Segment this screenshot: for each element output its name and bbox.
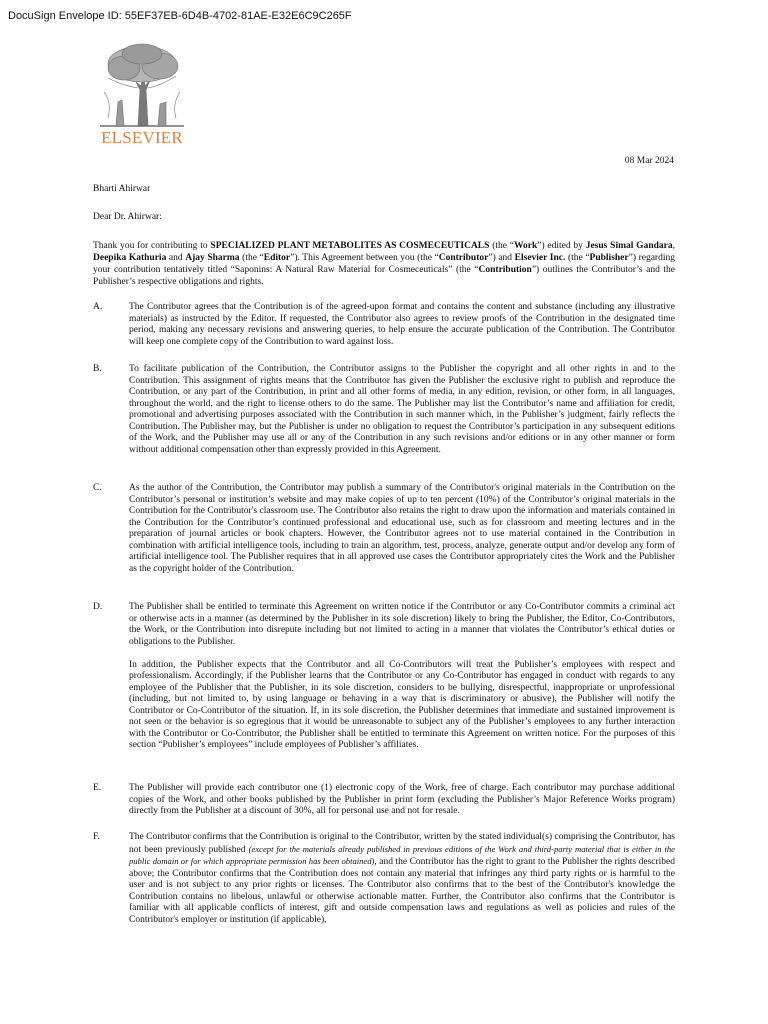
clause-text: To facilitate publication of the Contribution, the Contributor assigns to the Publisher the copyright and all other rights in and to the Contribution. This assignment of rights means that the Contributor has given the Publisher the exclusive right to publish and reproduce the Contribution, or any part of the Contribution, in print and all other forms of media, in any edition, revision, or other form, in all languages, throughout the world, and the right to license others to do the same. The Publisher may list the Contributor’s name and affiliation for credit, promotional and advertising purposes associated with the Contribution in such manner which, in the Publisher’s judgment, fairly reflects the Contribution. The Publisher may, but the Publisher is under no obligation to request the Contributor’s participation in any subsequent editions of the Work, and the Publisher may use all or any of the Contribution in any such revisions and/or editions or in any other manner or form without additional compensation other than expressly provided in this Agreement. bbox=[129, 364, 675, 455]
work-title: SPECIALIZED PLANT METABOLITES AS COSMECEUTICALS bbox=[210, 241, 490, 251]
clause-marker: C. bbox=[93, 483, 102, 493]
clause-a bbox=[93, 302, 675, 348]
addressee-name: Bharti Ahirwar bbox=[93, 184, 151, 194]
clause-marker: D. bbox=[93, 602, 103, 612]
clause-marker: A. bbox=[93, 302, 103, 312]
clause-f bbox=[93, 832, 675, 926]
salutation: Dear Dr. Ahirwar: bbox=[93, 212, 162, 222]
clause-text: In addition, the Publisher expects that the Contributor and all Co-Contributors will treat the Publisher’s employees with respect and professionalism. Accordingly, if the Publisher learns that the Contributor or any Co-Contributor has engaged in conduct with regards to any employee of the Publisher that the Publisher, in its sole discretion, considers to be bullying, disrespectful, inappropriate or unprofessional (including, but not limited to, by using language or behaving in a way that is discriminatory or abusive), the Publisher will notify the Contributor or Co-Contributor of the situation. If, in its sole discretion, the Publisher determines that immediate and sustained improvement is not seen or the behavior is so egregious that it would be unreasonable to subject any of the Publisher’s employees to any further interaction with the Contributor or Co-Contributor, the Publisher shall be entitled to terminate this Agreement on written notice. For the purposes of this section “Publisher’s employees” include employees of Publisher’s affiliates. bbox=[129, 659, 675, 750]
docusign-envelope-id: DocuSign Envelope ID: 55EF37EB-6D4B-4702-81AE-E32E6C9C265F bbox=[8, 10, 352, 22]
tree-logo-icon bbox=[94, 42, 190, 128]
clause-text: The Contributor agrees that the Contribution is of the agreed-upon format and contains the content and substance (including any illustrative materials) as instructed by the Editor. If requested, the Contributor also agrees to review proofs of the Contribution in the designated time period, making any necessary revisions and answering queries, to help ensure the accurate publication of the Contribution. The Contributor will keep one complete copy of the Contribution to ward against loss. bbox=[129, 302, 675, 347]
clause-b bbox=[93, 364, 675, 456]
editor-name: Jesus Simal Gandara bbox=[585, 241, 673, 251]
publisher-name: Elsevier Inc. bbox=[514, 253, 566, 263]
clause-text: The Publisher will provide each contributor one (1) electronic copy of the Work, free of charge. Each contributor may purchase additional copies of the Work, and other books published by the Publisher in print form (excluding the Publisher’s Major Reference Works program) directly from the Publisher at a discount of 30%, all for personal use and not for resale. bbox=[129, 783, 675, 816]
letter-date: 08 Mar 2024 bbox=[624, 156, 674, 166]
clause-d bbox=[93, 602, 675, 752]
italic-exception: (except for the materials already published in previous editions of the Work and third-party material that is either in the public domain or for which appropriate permission has been obtained) bbox=[129, 843, 676, 866]
clause-c bbox=[93, 483, 675, 575]
editor-name: Ajay Sharma bbox=[185, 253, 240, 263]
elsevier-logo bbox=[94, 42, 190, 150]
clause-marker: B. bbox=[93, 364, 102, 374]
clause-e bbox=[93, 783, 675, 818]
editor-name: Deepika Kathuria bbox=[93, 253, 167, 263]
clause-text: The Publisher shall be entitled to terminate this Agreement on written notice if the Contributor or any Co-Contributor commits a criminal act or otherwise acts in a manner (as determined by the Publisher in its sole discretion) likely to bring the Publisher, the Editor, Co-Contributors, the Work, or the Contribution into disrepute including but not limited to acting in a manner that violates the Contributor’s ethical duties or obligations to the Publisher. bbox=[129, 602, 675, 647]
elsevier-wordmark: ELSEVIER bbox=[101, 128, 183, 147]
clause-text: The Contributor confirms that the Contribution is original to the Contributor, written by the stated individual(s) comprising the Contributor, has not been previously published (except for the materials already published in previous editions of the Work and third-party material that is either in the public domain or for which appropriate permission has been obtained), and the Contributor has the right to grant to the Publisher the rights described above; the Contributor confirms that the Contribution does not contain any material that infringes any third party rights or is harmful to the user and is not subject to any prior rights or licenses. The Contributor also confirms that to the best of the Contributor's knowledge the Contribution contains no libelous, unlawful or otherwise actionable matter. Further, the Contributor also confirms that the Contributor is familiar with all applicable conflicts of interest, gift and outside compensation laws and regulations as well as policies and rules of the Contributor's employer or institution (if applicable), bbox=[129, 832, 676, 925]
clause-marker: F. bbox=[93, 832, 100, 842]
clause-marker: E. bbox=[93, 783, 102, 793]
intro-paragraph: Thank you for contributing to SPECIALIZED PLANT METABOLITES AS COSMECEUTICALS (the “Work”) edited by Jesus Simal Gandara, Deepika Kathuria and Ajay Sharma (the “Editor”). This Agreement between you (the “Contributor”) and Elsevier Inc. (the “Publisher”) regarding your contribution tentatively titled “Saponins: A Natural Raw Material for Cosmeceuticals” (the “Contribution”) outlines the Contributor’s and the Publisher’s respective obligations and rights. bbox=[93, 241, 675, 287]
clause-text: As the author of the Contribution, the Contributor may publish a summary of the Contributor's original materials in the Contribution on the Contributor’s personal or institution’s website and may make copies of up to ten percent (10%) of the Contributor’s original materials in the Contribution for the Contributor's classroom use. The Contributor also retains the right to draw upon the information and materials contained in the Contribution for the Contributor’s continued professional and educational use, such as for classroom and meeting lectures and in the preparation of journal articles or book chapters. However, the Contributor agrees not to use material contained in the Contribution in combination with artificial intelligence tools, including to train an algorithm, test, process, analyze, generate output and/or develop any form of artificial intelligence tool. The Publisher requires that in all approved use cases the Contributor appropriately cites the Work and the Publisher as the copyright holder of the Contribution. bbox=[129, 483, 675, 574]
